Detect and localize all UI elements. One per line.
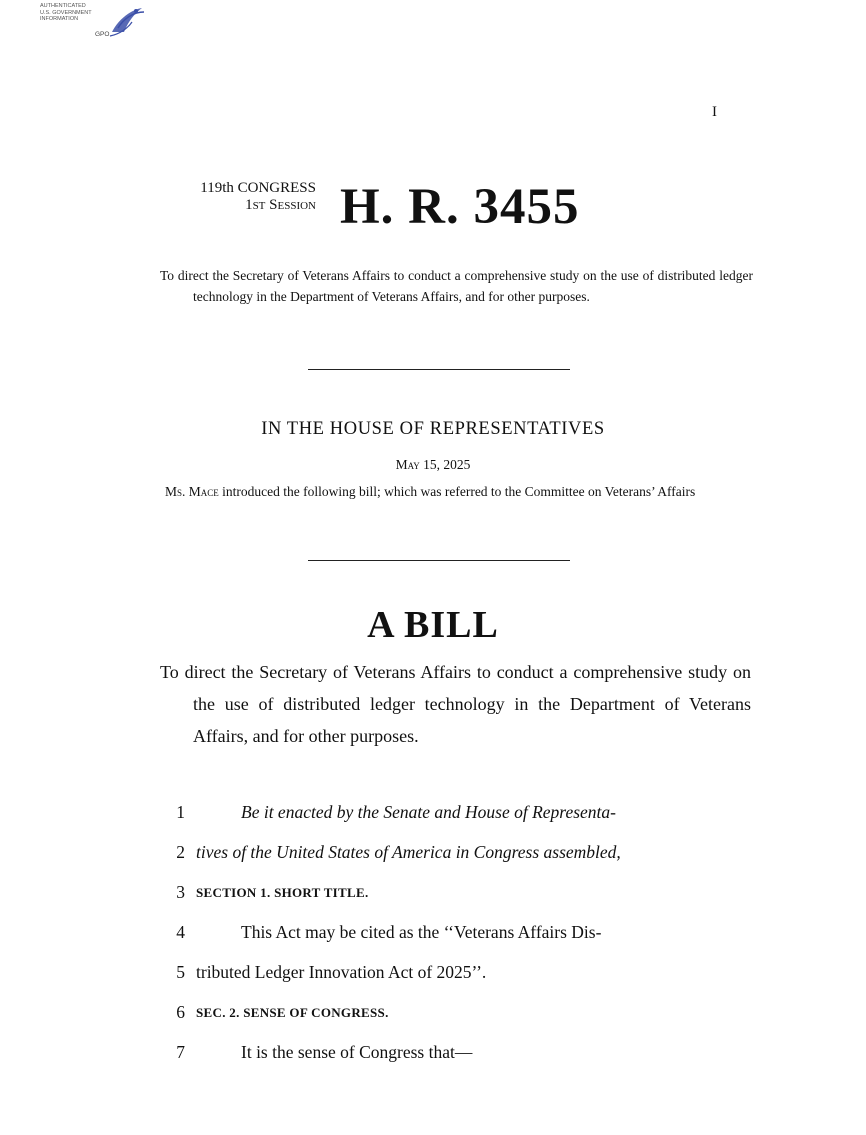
line-number: 3 [176,882,185,902]
line-number: 1 [176,802,185,822]
bill-text-line: It is the sense of Congress that— [241,1042,473,1062]
congress-label: 119th CONGRESS [200,180,316,196]
bill-short-title: To direct the Secretary of Veterans Affairs to conduct a comprehensive study on the use of distributed ledger technology in the Department of Veterans Affairs, and for other purposes. [160,268,753,304]
bill-purpose: To direct the Secretary of Veterans Affairs to conduct a comprehensive study on the use of distributed ledger technology in the Department of Veterans Affairs, and for other purposes. [160,662,751,746]
page-number: I [712,104,717,120]
introduction-statement [165,482,748,502]
session-label: 1st Session [245,197,316,213]
line-number: 4 [176,922,185,942]
line-number: 7 [176,1042,185,1062]
section-heading: SEC. 2. SENSE OF CONGRESS. [196,1005,389,1020]
introduction-date: May 15, 2025 [395,457,471,472]
line-number: 2 [176,842,185,862]
enacting-clause-line: Be it enacted by the Senate and House of Representa- [241,802,616,822]
line-number: 5 [176,962,185,982]
bill-text-line: This Act may be cited as the ‘‘Veterans Affairs Dis- [241,922,602,942]
section-heading: SECTION 1. SHORT TITLE. [196,885,369,900]
bill-number: H. R. 3455 [340,179,580,235]
sponsor-name: Ms. Mace [165,484,219,499]
seal-gpo-label: GPO [95,31,110,38]
line-number: 6 [176,1002,185,1022]
divider-rule [308,560,570,561]
chamber-heading: IN THE HOUSE OF REPRESENTATIVES [261,419,605,439]
introduction-text: introduced the following bill; which was referred to the Committee on Veterans’ Affairs [218,484,696,499]
bill-heading: A BILL [367,604,499,646]
congress-session-block [158,180,316,214]
seal-caption: AUTHENTICATED U.S. GOVERNMENT INFORMATION [40,3,92,22]
divider-rule [308,369,570,370]
enacting-clause-line: tives of the United States of America in Congress assembled, [196,842,621,862]
bill-text-line: tributed Ledger Innovation Act of 2025’’. [196,962,487,982]
